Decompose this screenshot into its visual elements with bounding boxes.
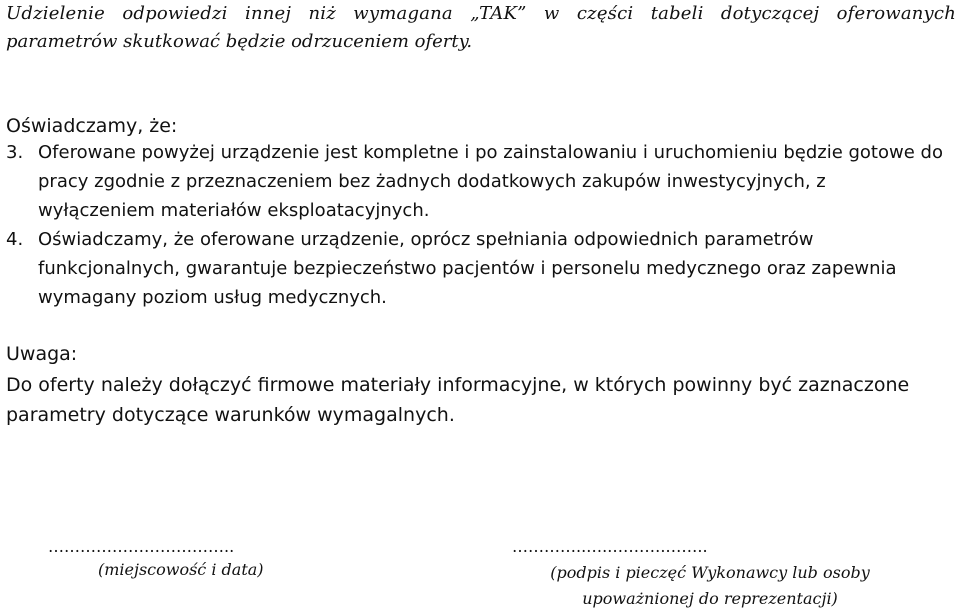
contractor-caption-line-1: (podpis i pieczęć Wykonawcy lub osoby — [550, 563, 870, 582]
list-item-number: 4. — [6, 229, 24, 250]
intro-line-2: parametrów skutkować będzie odrzuceniem oferty. — [6, 31, 473, 52]
contractor-signature-line: …………..…..……….…….. — [512, 537, 708, 556]
note-heading: Uwaga: — [6, 343, 78, 365]
list-item — [6, 225, 946, 312]
declaration-heading: Oświadczamy, że: — [6, 115, 178, 137]
intro-paragraph — [6, 0, 956, 56]
list-item — [6, 138, 946, 225]
note-text: Do oferty należy dołączyć firmowe materiały informacyjne, w których powinny być zaznaczone parametry dotyczące warunków wymagalnych. — [6, 374, 910, 426]
declaration-list — [6, 138, 946, 312]
place-date-signature-line: …………………………….. — [48, 537, 235, 556]
list-item-text: Oferowane powyżej urządzenie jest kompletne i po zainstalowaniu i uruchomieniu będzie gotowe do pracy zgodnie z przeznaczeniem bez żadnych dodatkowych zakupów inwestycyjnych, z wyłączeniem materiałów eksploatacyjnych. — [38, 142, 943, 221]
contractor-signature-caption — [530, 560, 890, 612]
intro-line-1: Udzielenie odpowiedzi innej niż wymagana „TAK” w części tabeli dotyczącej oferowanych — [6, 3, 956, 24]
list-item-number: 3. — [6, 142, 24, 163]
list-item-text: Oświadczamy, że oferowane urządzenie, oprócz spełniania odpowiednich parametrów funkcjonalnych, gwarantuje bezpieczeństwo pacjentów i personelu medycznego oraz zapewnia wymagany poziom usług medycznych. — [38, 229, 897, 308]
contractor-caption-line-2: upoważnionej do reprezentacji) — [582, 589, 838, 608]
place-date-caption: (miejscowość i data) — [98, 560, 264, 579]
